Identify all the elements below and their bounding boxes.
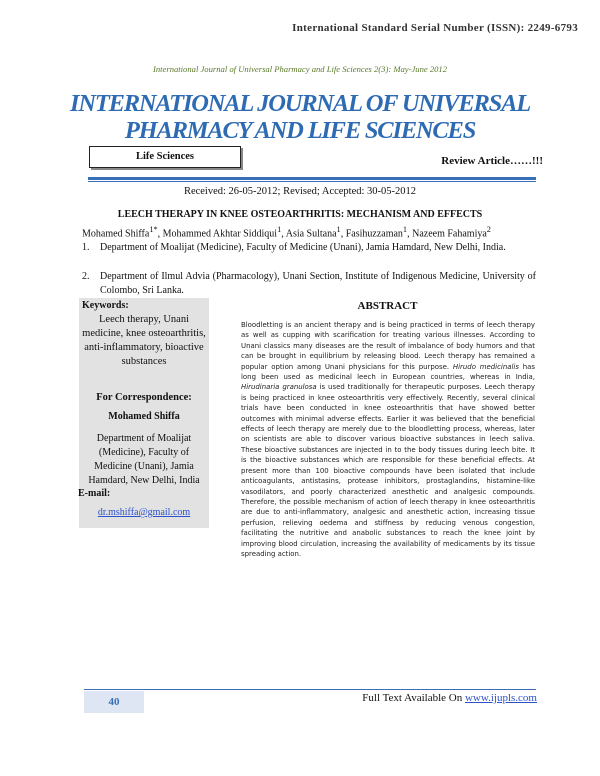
correspondent-address: Department of Moalijat (Medicine), Faculty of Medicine (Unani), Jamia Hamdard, New Delhi, India xyxy=(88,433,200,486)
section-box xyxy=(89,146,241,168)
abstract-text: Bloodletting is an ancient therapy and is being practiced in terms of leech therapy as well as cupping with scarification for treating various illnesses. According to Unani classics many diseases are the result of imbalance of body humors and that can be brought in equilibrium by releasing blood. Leech therapy has remained a popular option among Unani physicians for this purpose. xyxy=(241,321,535,371)
abstract-species: Hirudo medicinalis xyxy=(452,362,519,371)
affiliation-number: 2. xyxy=(82,271,90,282)
journal-title-line2: PHARMACY AND LIFE SCIENCES xyxy=(124,117,476,144)
abstract-text: has long been used as medicinal leech in European countries, whereas in India, xyxy=(241,362,536,382)
full-text-note xyxy=(362,692,537,704)
email-link[interactable]: dr.mshiffa@gmail.com xyxy=(97,507,191,518)
affiliation-text: Department of Moalijat (Medicine), Faculty of Medicine (Unani), Jamia Hamdard, New Delhi, India. xyxy=(100,242,506,253)
abstract-species: Hirudinaria granulosa xyxy=(241,383,317,392)
affiliation-text: Department of Ilmul Advia (Pharmacology), Unani Section, Institute of Indigenous Medicine, University of Colombo, Sri Lanka. xyxy=(100,271,536,296)
article-type: Review Article……!!! xyxy=(441,155,543,167)
full-text-label: Full Text Available On xyxy=(362,692,465,704)
author-affil-mark: 1 xyxy=(402,225,408,234)
author-affil-mark: 2 xyxy=(486,225,491,234)
author: Mohammed Akhtar Siddiqui xyxy=(162,228,278,240)
keywords-text: Leech therapy, Unani medicine, knee osteoarthritis, anti-inflammatory, bioactive substances xyxy=(82,314,206,367)
abstract-body xyxy=(241,320,535,559)
affiliation xyxy=(82,270,536,298)
author: Mohamed Shiffa xyxy=(82,228,150,240)
abstract-text: is used traditionally for therapeutic purposes. Leech therapy is being practiced in knee osteoarthritis very effectively. Recently, several clinical trials have been conducted in knee osteoarthritis that have showed better outcomes with minimal adverse effects. Earlier it was believed that the beneficial effects of leech therapy are merely due to the bloodletting process, whereas, later on scientists are able to discover various bioactive substances in leech saliva. These bioactive substances are injected in to the body tissues during leech bite. It is the bioactive substances which are responsible for these beneficial effects. At present more than 100 bioactive compounds have been isolated that include anticoagulants, antistasins, protease inhibitors, prostaglandins, histamine-like vasodilators, and poorly characterized anesthetic and analgesic compounds. Therefore, the possible mechanism of action of leech therapy in knee osteoarthritis are due to anti-inflammatory, analgesic and anesthetic action, increasing tissue perfusion, relieving oedema and stiffness by reducing venous congestion, facilitating the nutritive and anabolic substances to reach the knee joint by improving blood circulation, increasing the availability of medicaments by its tissue spreading action. xyxy=(241,383,535,558)
author-affil-mark: 1 xyxy=(336,225,341,234)
affiliation xyxy=(82,241,536,255)
correspondent-name: Mohamed Shiffa xyxy=(108,411,180,422)
journal-citation: International Journal of Universal Pharmacy and Life Sciences 2(3): May-June 2012 xyxy=(152,64,448,74)
received-dates: Received: 26-05-2012; Revised; Accepted: 30-05-2012 xyxy=(183,186,417,197)
correspondence-heading: For Correspondence: xyxy=(96,392,192,403)
journal-url-link[interactable]: www.ijupls.com xyxy=(464,692,537,704)
issn-header: International Standard Serial Number (ISSN): 2249-6793 xyxy=(292,22,578,34)
author: Fasihuzzaman xyxy=(345,228,403,240)
author-list: Mohamed Shiffa$^{1*}$, Mohammed Akhtar Siddiqui$^1$, Asia Sultana$^1$, Fasihuzzaman$^1$, Nazeem Fahamiya$^2$ xyxy=(82,225,491,240)
journal-title xyxy=(0,90,600,144)
author-affil-mark: 1 xyxy=(277,225,282,234)
author: Asia Sultana xyxy=(285,228,337,240)
footer-rule xyxy=(84,689,536,690)
author: Nazeem Fahamiya xyxy=(412,228,487,240)
abstract-heading: ABSTRACT xyxy=(357,300,418,312)
page-number: 40 xyxy=(108,696,120,708)
paper-title: LEECH THERAPY IN KNEE OSTEOARTHRITIS: MECHANISM AND EFFECTS xyxy=(117,209,483,220)
affiliation-number: 1. xyxy=(82,242,90,253)
header-rule-thin xyxy=(88,181,536,182)
header-rule xyxy=(88,177,536,180)
author-affil-mark: 1* xyxy=(149,225,158,234)
email-heading: E-mail: xyxy=(78,488,111,499)
journal-title-line1: INTERNATIONAL JOURNAL OF UNIVERSAL xyxy=(70,90,530,117)
section-label: Life Sciences xyxy=(135,151,195,162)
keywords-heading: Keywords: xyxy=(82,300,129,311)
